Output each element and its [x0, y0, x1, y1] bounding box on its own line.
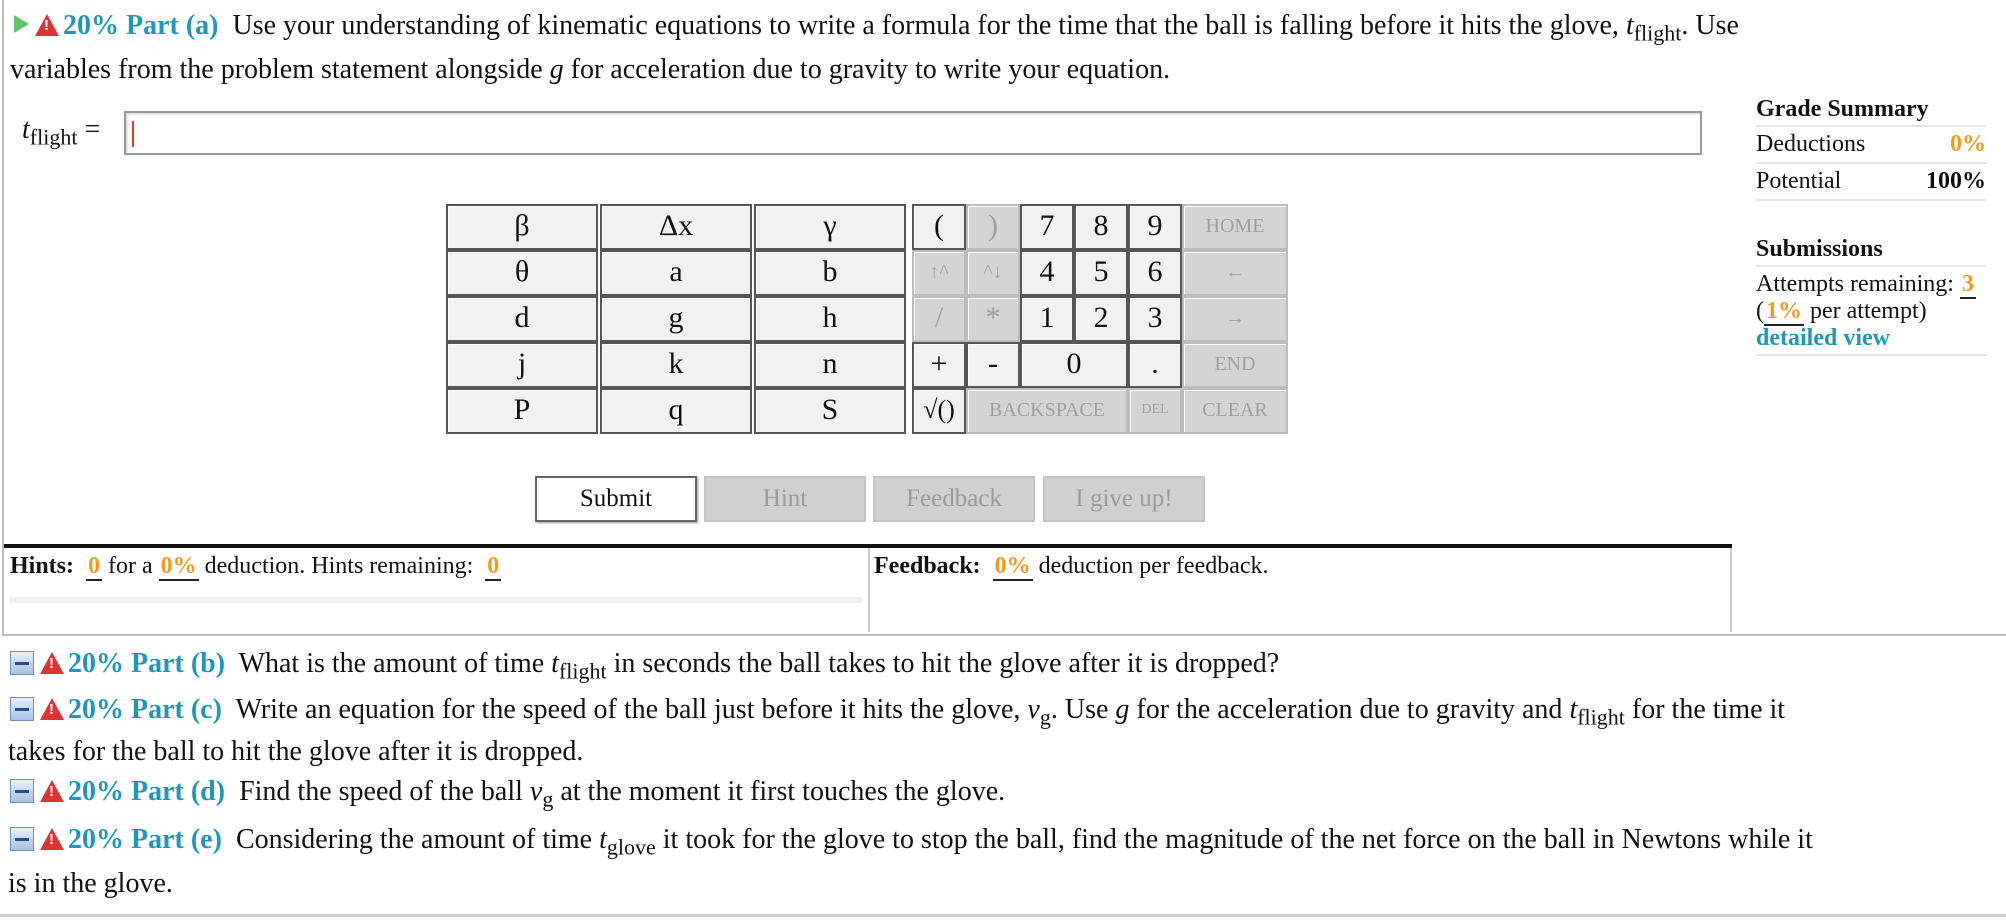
part-c-text-d: for the time it — [1631, 694, 1786, 725]
answer-label-sub: flight — [29, 124, 78, 150]
warning-icon — [40, 652, 64, 674]
part-b-question — [8, 642, 1279, 694]
hints-text-1: for a — [108, 553, 153, 579]
per-attempt-text: per attempt) — [1810, 298, 1927, 324]
key-s[interactable]: S — [754, 388, 906, 434]
key-3[interactable]: 3 — [1128, 296, 1182, 342]
key-down-arrow: ^↓ — [966, 250, 1020, 296]
part-c-text-b: . Use — [1050, 694, 1109, 725]
potential-label: Potential — [1756, 168, 1842, 194]
detailed-view-link[interactable]: detailed view — [1756, 325, 1890, 351]
key-divide: / — [912, 296, 966, 342]
key-j[interactable]: j — [446, 342, 598, 388]
submissions-title: Submissions — [1756, 236, 1986, 267]
key-delta-x[interactable]: Δx — [600, 204, 752, 250]
part-e-question-line2 — [8, 862, 173, 906]
part-c-var-g: g — [1115, 694, 1130, 725]
submissions — [1756, 236, 1986, 356]
hints-text-2: deduction. Hints remaining: — [204, 553, 474, 579]
part-e-label[interactable]: Part (e) — [131, 824, 222, 855]
text-cursor — [132, 121, 134, 147]
attempts-value: 3 — [1961, 271, 1974, 297]
feedback-panel — [874, 553, 1269, 580]
key-theta[interactable]: θ — [446, 250, 598, 296]
key-home: HOME — [1182, 204, 1288, 250]
part-c-var-v-sub: g — [1039, 704, 1051, 730]
part-e-var-t-sub: glove — [606, 834, 656, 860]
key-a[interactable]: a — [600, 250, 752, 296]
key-h[interactable]: h — [754, 296, 906, 342]
var-t-sub: flight — [1633, 20, 1682, 46]
feedback-text: deduction per feedback. — [1038, 553, 1269, 579]
key-end: END — [1182, 342, 1288, 388]
key-del: DEL — [1128, 388, 1182, 434]
key-b[interactable]: b — [754, 250, 906, 296]
key-open-paren[interactable]: ( — [912, 204, 966, 250]
key-8[interactable]: 8 — [1074, 204, 1128, 250]
part-d-question — [8, 770, 1005, 822]
feedback-deduction: 0% — [994, 553, 1031, 579]
answer-label-t: t — [22, 114, 30, 145]
key-1[interactable]: 1 — [1020, 296, 1074, 342]
collapse-icon[interactable] — [10, 779, 34, 803]
part-a-label[interactable]: Part (a) — [126, 10, 219, 41]
part-a-question-line2 — [10, 48, 1170, 92]
part-b-var-sub: flight — [558, 658, 607, 684]
key-2[interactable]: 2 — [1074, 296, 1128, 342]
answer-label — [22, 114, 100, 151]
hints-feedback-right-border — [1730, 548, 1732, 632]
warning-icon — [40, 828, 64, 850]
part-d-text-b: at the moment it first touches the glove. — [560, 776, 1006, 807]
key-multiply: * — [966, 296, 1020, 342]
part-e-text-line2: is in the glove. — [8, 868, 173, 899]
part-d-var-v: v — [529, 776, 543, 807]
part-c-percent: 20% — [68, 694, 124, 725]
key-q[interactable]: q — [600, 388, 752, 434]
deductions-row — [1756, 127, 1986, 164]
part-d-text-a: Find the speed of the ball — [239, 776, 523, 807]
part-b-text-b: in seconds the ball takes to hit the glove after it is dropped? — [613, 648, 1280, 679]
expand-arrow-icon[interactable] — [14, 15, 29, 33]
key-5[interactable]: 5 — [1074, 250, 1128, 296]
part-d-label[interactable]: Part (d) — [131, 776, 226, 807]
hints-panel — [10, 553, 501, 580]
key-k[interactable]: k — [600, 342, 752, 388]
collapse-icon[interactable] — [10, 697, 34, 721]
part-d-percent: 20% — [68, 776, 124, 807]
key-6[interactable]: 6 — [1128, 250, 1182, 296]
part-b-text-a: What is the amount of time — [238, 648, 545, 679]
key-g[interactable]: g — [600, 296, 752, 342]
warning-icon — [40, 698, 64, 720]
part-a-text-2a: variables from the problem statement alongside — [10, 54, 543, 85]
key-beta[interactable]: β — [446, 204, 598, 250]
keypad — [446, 204, 1290, 436]
potential-row — [1756, 164, 1986, 201]
warning-icon — [40, 780, 64, 802]
hints-deduction: 0% — [160, 553, 197, 579]
key-plus[interactable]: + — [912, 342, 966, 388]
key-7[interactable]: 7 — [1020, 204, 1074, 250]
key-0[interactable]: 0 — [1020, 342, 1128, 388]
key-p[interactable]: P — [446, 388, 598, 434]
part-c-question-line2 — [8, 730, 583, 774]
grade-summary — [1756, 96, 1986, 201]
var-g: g — [549, 54, 564, 85]
key-dot[interactable]: . — [1128, 342, 1182, 388]
collapse-icon[interactable] — [10, 651, 34, 675]
feedback-button: Feedback — [873, 476, 1035, 522]
key-n[interactable]: n — [754, 342, 906, 388]
per-attempt-open: ( — [1756, 298, 1764, 324]
grade-summary-title: Grade Summary — [1756, 96, 1986, 127]
part-c-text-a: Write an equation for the speed of the ball just before it hits the glove, — [235, 694, 1021, 725]
key-close-paren: ) — [966, 204, 1020, 250]
part-e-var-t: t — [599, 824, 607, 855]
submit-button[interactable]: Submit — [535, 476, 697, 522]
key-right: → — [1182, 296, 1288, 342]
hints-panel-rule — [10, 597, 862, 603]
part-c-label[interactable]: Part (c) — [131, 694, 222, 725]
part-a-text-1: Use your understanding of kinematic equations to write a formula for the time that the ball is falling before it hits the glove, — [232, 10, 1619, 41]
per-attempt-value: 1% — [1766, 298, 1802, 324]
part-c-var-v: v — [1027, 694, 1040, 725]
per-attempt-row — [1756, 298, 1986, 325]
key-d[interactable]: d — [446, 296, 598, 342]
attempts-label: Attempts remaining: — [1756, 271, 1954, 297]
answer-input[interactable] — [124, 111, 1702, 155]
bottom-rule — [0, 914, 2006, 917]
part-b-var-t: t — [551, 648, 559, 679]
warning-icon — [35, 14, 59, 36]
potential-value: 100% — [1926, 168, 1986, 194]
part-e-percent: 20% — [68, 824, 124, 855]
answer-label-eq: = — [84, 114, 101, 145]
part-c-text-c: for the acceleration due to gravity and — [1136, 694, 1563, 725]
collapse-icon[interactable] — [10, 827, 34, 851]
part-b-label[interactable]: Part (b) — [131, 648, 226, 679]
key-gamma[interactable]: γ — [754, 204, 906, 250]
part-a-text-2b: for acceleration due to gravity to write your equation. — [570, 54, 1171, 85]
part-e-text-a: Considering the amount of time — [235, 824, 593, 855]
key-4[interactable]: 4 — [1020, 250, 1074, 296]
part-c-var-t-sub: flight — [1577, 704, 1625, 730]
var-t: t — [1625, 10, 1634, 41]
key-backspace: BACKSPACE — [966, 388, 1128, 434]
key-minus[interactable]: - — [966, 342, 1020, 388]
key-clear: CLEAR — [1182, 388, 1288, 434]
part-d-var-v-sub: g — [542, 786, 554, 812]
key-9[interactable]: 9 — [1128, 204, 1182, 250]
attempts-row — [1756, 267, 1986, 298]
hints-feedback-divider — [868, 548, 870, 632]
key-up-arrow: ↑^ — [912, 250, 966, 296]
part-a-percent: 20% — [63, 10, 119, 41]
give-up-button: I give up! — [1043, 476, 1205, 522]
part-c-text-line2: takes for the ball to hit the glove after it is dropped. — [8, 736, 584, 767]
part-b-percent: 20% — [68, 648, 124, 679]
hints-label: Hints: — [10, 553, 75, 579]
key-left: ← — [1182, 250, 1288, 296]
hints-count: 0 — [88, 553, 101, 579]
key-sqrt[interactable]: √() — [912, 388, 966, 434]
hint-button: Hint — [704, 476, 866, 522]
part-e-text-b: it took for the glove to stop the ball, find the magnitude of the net force on the ball in Newtons while it — [662, 824, 1813, 855]
part-c-var-t: t — [1569, 694, 1578, 725]
deductions-label: Deductions — [1756, 131, 1866, 157]
hints-remaining: 0 — [487, 553, 500, 579]
feedback-label: Feedback: — [874, 553, 981, 579]
part-a-text-tail: . Use — [1681, 10, 1739, 41]
deductions-value: 0% — [1950, 131, 1986, 157]
part-e-question — [8, 818, 2002, 870]
